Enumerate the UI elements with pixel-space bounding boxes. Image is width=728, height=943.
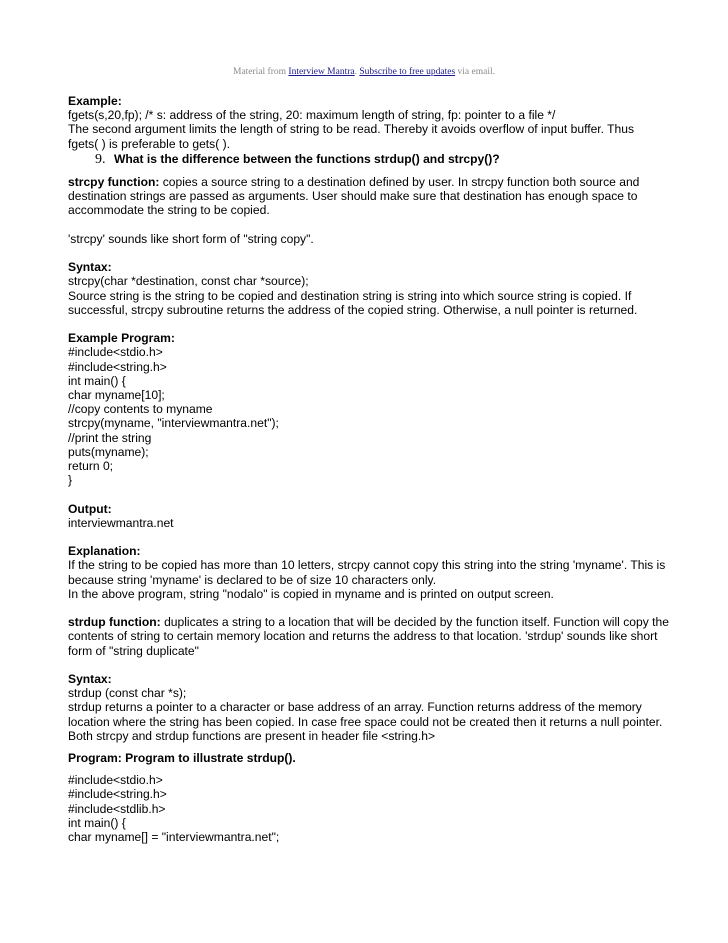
code-line: #include<stdio.h> [68, 773, 163, 788]
strcpy-desc-line: destination strings are passed as arguments. User should make sure that destination has enough space to [68, 189, 638, 204]
strdup-syntax-line: strdup (const char *s); [68, 686, 187, 701]
code-line: //print the string [68, 430, 152, 445]
output-value: interviewmantra.net [68, 515, 174, 530]
strcpy-desc-line: copies a source string to a destination defined by user. In strcpy function both source and [159, 175, 640, 190]
explanation-heading: Explanation: [68, 544, 141, 559]
strcpy-note: 'strcpy' sounds like short form of "string copy". [68, 231, 314, 246]
code-line: return 0; [68, 459, 114, 474]
subscribe-link[interactable]: Subscribe to free updates [359, 67, 456, 77]
example-heading: Example: [68, 94, 122, 108]
strcpy-syntax-heading: Syntax: [68, 260, 112, 275]
strdup-label: strdup function: [68, 615, 161, 630]
code-line: char myname[] = "interviewmantra.net"; [68, 830, 280, 845]
header-prefix: Material from [233, 67, 287, 77]
example-line: fgets( ) is preferable to gets( ). [68, 136, 230, 151]
header-suffix: via email. [457, 67, 495, 77]
example-line: The second argument limits the length of string to be read. Thereby it avoids overflow of input buffer. Thus [68, 122, 635, 137]
explanation-line: If the string to be copied has more than 10 letters, strcpy cannot copy this string into the string 'myname'. This is [68, 558, 666, 573]
example-line: fgets(s,20,fp); /* s: address of the string, 20: maximum length of string, fp: pointer to a file */ [68, 108, 556, 123]
strdup-syntax-heading: Syntax: [68, 672, 112, 687]
code-line: char myname[10]; [68, 388, 165, 403]
code-line: } [68, 473, 73, 488]
page-header [0, 66, 728, 78]
strdup-description [68, 615, 694, 629]
code-line: int main() { [68, 373, 126, 388]
strdup-program-heading: Program: Program to illustrate strdup(). [68, 751, 296, 766]
strcpy-program-heading: Example Program: [68, 331, 175, 346]
code-line: strcpy(myname, "interviewmantra.net"); [68, 416, 279, 431]
question-number: 9. [95, 151, 106, 167]
strcpy-syntax-line: Source string is the string to be copied and destination string is string into which source string is copied. If [68, 288, 632, 303]
code-line: #include<string.h> [68, 359, 167, 374]
code-line: puts(myname); [68, 444, 149, 459]
code-line: int main() { [68, 815, 126, 830]
explanation-line: because string 'myname' is declared to be of size 10 characters only. [68, 572, 437, 587]
strdup-desc-line: duplicates a string to a location that will be decided by the function itself. Function will copy the [160, 615, 669, 630]
header-separator: . [354, 67, 357, 77]
question-heading [68, 152, 694, 167]
strdup-desc-line: contents of string to certain memory location and returns the address to that location. 'strdup' sounds like short [68, 629, 658, 644]
strcpy-label: strcpy function: [68, 175, 160, 190]
document-body [68, 94, 694, 844]
question-text: What is the difference between the functions strdup() and strcpy()? [114, 151, 500, 166]
strdup-desc-line: form of "string duplicate" [68, 643, 199, 658]
code-line: #include<string.h> [68, 787, 167, 802]
code-line: #include<stdio.h> [68, 345, 163, 360]
explanation-line: In the above program, string "nodalo" is copied in myname and is printed on output screen. [68, 586, 554, 601]
strdup-syntax-line: location where the string has been copied. In case free space could not be created then it returns a null pointer. [68, 714, 663, 729]
strcpy-description [68, 175, 694, 189]
interview-mantra-link[interactable]: Interview Mantra [288, 67, 355, 77]
strcpy-syntax-line: successful, strcpy subroutine returns the address of the copied string. Otherwise, a null pointer is returned. [68, 302, 638, 317]
strdup-syntax-line: strdup returns a pointer to a character or base address of an array. Function returns address of the memory [68, 700, 642, 715]
output-heading: Output: [68, 501, 112, 516]
strcpy-syntax-line: strcpy(char *destination, const char *source); [68, 274, 309, 289]
strdup-syntax-line: Both strcpy and strdup functions are present in header file <string.h> [68, 728, 436, 743]
code-line: //copy contents to myname [68, 402, 213, 417]
code-line: #include<stdlib.h> [68, 801, 166, 816]
strcpy-desc-line: accommodate the string to be copied. [68, 203, 270, 218]
